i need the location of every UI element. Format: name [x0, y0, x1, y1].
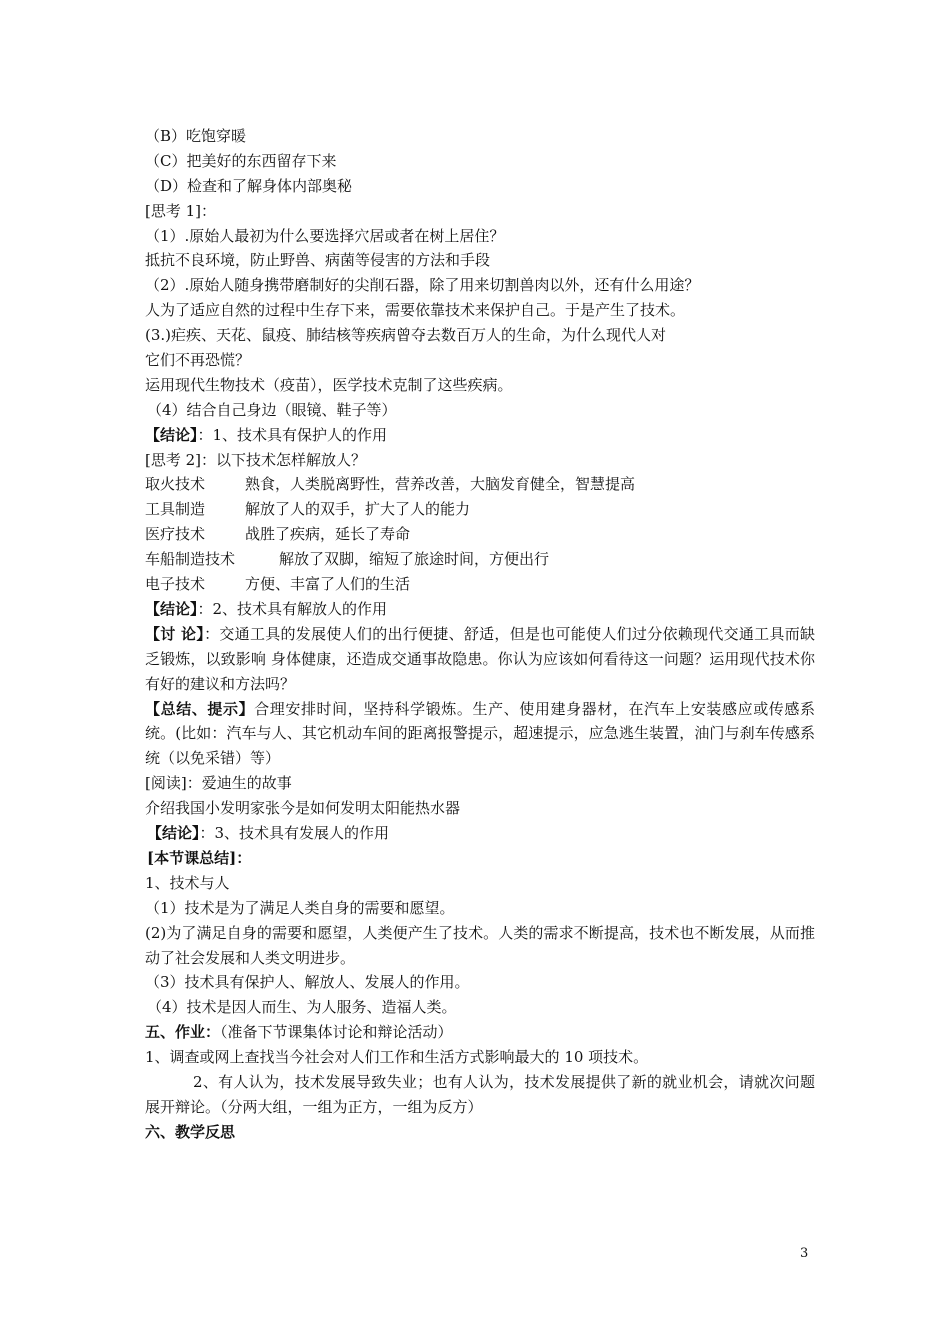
lesson-summary-point-1: （1）技术是为了满足人类自身的需要和愿望。 [145, 898, 455, 917]
lesson-summary-item-1: 1、技术与人 [145, 873, 230, 892]
homework-note: （准备下节课集体讨论和辩论活动） [220, 1023, 453, 1042]
tech-row [145, 547, 815, 572]
reading-heading: [阅读]：爱迪生的故事 [145, 774, 292, 793]
discussion-text: ：交通工具的发展使人们的出行便捷、舒适，但是也可能使人们过分依赖现代交通工具而缺乏锻炼，以致影响 身体健康，还造成交通事故隐患。你认为应该如何看待这一问题？运用现代技术你有好的建议和方法吗？ [145, 624, 815, 693]
think1-heading: [思考 1]： [145, 201, 217, 220]
conclusion-1 [145, 423, 815, 448]
lesson-summary-heading: [本节课总结]： [147, 848, 252, 867]
option-d: （D）检查和了解身体内部奥秘 [145, 176, 353, 195]
summary-hint-paragraph [145, 697, 815, 772]
think1-question-3-line-1: (3.)疟疾、天花、鼠疫、肺结核等疾病曾夺去数百万人的生命，为什么现代人对 [145, 326, 667, 345]
lesson-summary-point-2: (2)为了满足自身的需要和愿望，人类便产生了技术。人类的需求不断提高，技术也不断发展，从而推动了社会发展和人类文明进步。 [145, 923, 815, 967]
tech-name: 医疗技术 [145, 525, 206, 544]
tech-effect: 战胜了疾病，延长了寿命 [245, 525, 411, 544]
tech-effect: 解放了人的双手，扩大了人的能力 [245, 500, 471, 519]
think1-question-3-line-2: 它们不再恐慌？ [145, 351, 251, 370]
tech-effect: 熟食，人类脱离野性，营养改善，大脑发育健全，智慧提高 [245, 475, 636, 494]
think2-heading: [思考 2]：以下技术怎样解放人？ [145, 450, 367, 469]
page-number: 3 [800, 1246, 809, 1261]
conclusion-text: ：3、技术具有发展人的作用 [199, 824, 390, 843]
think1-question-4: （4）结合自己身边（眼镜、鞋子等） [147, 400, 397, 419]
tech-row [145, 522, 815, 547]
conclusion-label: 【结论】 [145, 425, 198, 444]
homework-item-2-text: 2、有人认为，技术发展导致失业；也有人认为，技术发展提供了新的就业机会，请就次问题展开辩论。（分两大组，一组为正方，一组为反方） [145, 1072, 815, 1116]
conclusion-3 [145, 821, 815, 846]
discussion-label: 【讨 论】 [145, 624, 205, 643]
tech-name: 工具制造 [145, 500, 206, 519]
tech-name: 电子技术 [145, 575, 206, 594]
lesson-summary-point-4: （4）技术是因人而生、为人服务、造福人类。 [147, 998, 457, 1017]
think1-question-1: （1）.原始人最初为什么要选择穴居或者在树上居住？ [145, 226, 505, 245]
homework-item-1: 1、调查或网上查找当今社会对人们工作和生活方式影响最大的 10 项技术。 [145, 1048, 649, 1067]
discussion-paragraph [145, 622, 815, 697]
reading-text: 介绍我国小发明家张今是如何发明太阳能热水器 [145, 799, 461, 818]
think1-question-2: （2）.原始人随身携带磨制好的尖削石器，除了用来切割兽肉以外，还有什么用途？ [145, 276, 700, 295]
homework-heading-line [145, 1020, 815, 1045]
tech-row [145, 497, 815, 522]
tech-effect: 解放了双脚，缩短了旅途时间，方便出行 [279, 550, 550, 569]
tech-row [145, 472, 815, 497]
conclusion-label: 【结论】 [147, 824, 200, 843]
tech-name: 车船制造技术 [145, 550, 236, 569]
tech-row [145, 572, 815, 597]
conclusion-label: 【结论】 [145, 599, 198, 618]
summary-hint-label: 【总结、提示】 [145, 699, 255, 718]
option-b: （B）吃饱穿暖 [145, 127, 247, 145]
page-content [145, 124, 815, 1145]
think1-answer-3: 运用现代生物技术（疫苗），医学技术克制了这些疾病。 [145, 375, 513, 394]
tech-effect: 方便、丰富了人们的生活 [245, 575, 411, 594]
think1-answer-2: 人为了适应自然的过程中生存下来，需要依靠技术来保护自己。于是产生了技术。 [145, 301, 686, 320]
conclusion-text: ：1、技术具有保护人的作用 [197, 425, 388, 444]
reflection-heading: 六、教学反思 [145, 1122, 236, 1141]
conclusion-2 [145, 597, 815, 622]
homework-heading: 五、作业： [145, 1023, 221, 1042]
lesson-summary-point-3: （3）技术具有保护人、解放人、发展人的作用。 [145, 973, 470, 992]
homework-item-2 [145, 1070, 815, 1120]
summary-hint-text: 合理安排时间，坚持科学锻炼。生产、使用建身器材，在汽车上安装感应或传感系统。(比如：汽车与人、其它机动车间的距离报警提示，超速提示，应急逃生装置，油门与刹车传感系统（以免采错）等） [145, 699, 815, 768]
think1-answer-1: 抵抗不良环境，防止野兽、病菌等侵害的方法和手段 [145, 251, 491, 270]
option-c: （C）把美好的东西留存下来 [145, 151, 337, 170]
conclusion-text: ：2、技术具有解放人的作用 [197, 599, 388, 618]
tech-name: 取火技术 [145, 475, 206, 494]
